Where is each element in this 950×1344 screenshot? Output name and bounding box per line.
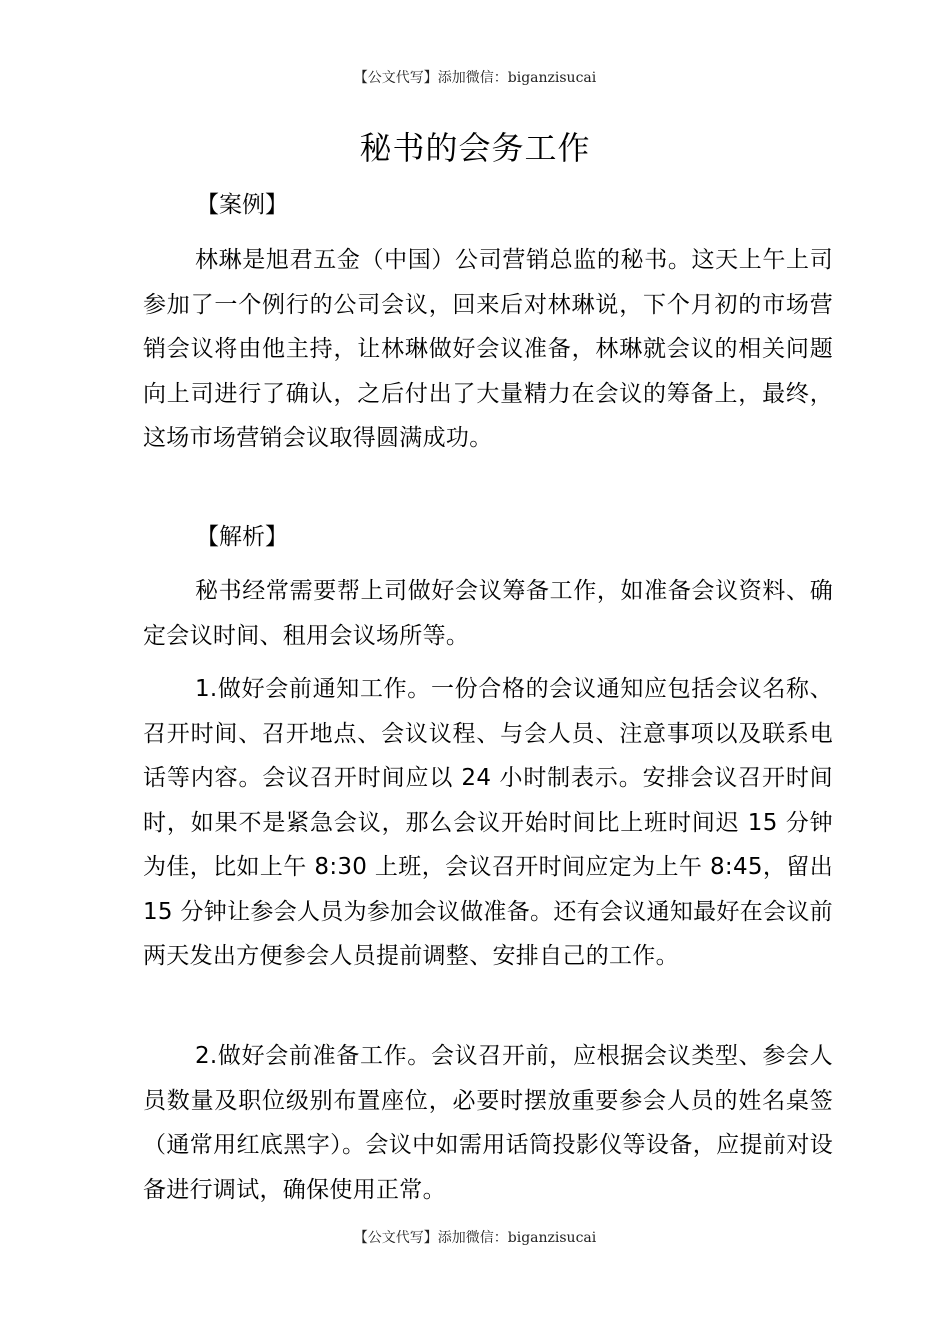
header-note: 【公文代写】添加微信：biganzisucai xyxy=(353,70,597,86)
case-paragraph: 林琳是旭君五金（中国）公司营销总监的秘书。这天上午上司参加了一个例行的公司会议，回来后对林琳说，下个月初的市场营销会议将由他主持，让林琳做好会议准备，林琳就会议的相关问题向上司进行了确认，之后付出了大量精力在会议的筹备上，最终，这场市场营销会议取得圆满成功。 xyxy=(143,247,833,451)
analysis-paragraph-intro: 秘书经常需要帮上司做好会议筹备工作，如准备会议资料、确定会议时间、租用会议场所等。 xyxy=(143,578,833,649)
case-section-body xyxy=(143,238,833,461)
analysis-paragraph-point-1: 1.做好会前通知工作。一份合格的会议通知应包括会议名称、召开时间、召开地点、会议议程、与会人员、注意事项以及联系电话等内容。会议召开时间应以 24 小时制表示。安排会议召开时间时，如果不是紧急会议，那么会议开始时间比上班时间迟 15 分钟为佳，比如上午 8:30 上班，会议召开时间应定为上午 8:45，留出 15 分钟让参会人员为参加会议做准备。还有会议通知最好在会议前两天发出方便参会人员提前调整、安排自己的工作。 xyxy=(143,676,833,969)
analysis-point-1-body xyxy=(143,667,833,979)
document-title: 秘书的会务工作 xyxy=(359,129,591,167)
analysis-intro-body xyxy=(143,569,833,658)
case-section-label: 【案例】 xyxy=(196,192,288,218)
analysis-point-2-body xyxy=(143,1034,833,1212)
analysis-section-label: 【解析】 xyxy=(196,524,288,550)
footer-note: 【公文代写】添加微信：biganzisucai xyxy=(353,1230,597,1246)
analysis-paragraph-point-2: 2.做好会前准备工作。会议召开前，应根据会议类型、参会人员数量及职位级别布置座位，必要时摆放重要参会人员的姓名桌签（通常用红底黑字）。会议中如需用话筒投影仪等设备，应提前对设备进行调试，确保使用正常。 xyxy=(143,1043,833,1203)
